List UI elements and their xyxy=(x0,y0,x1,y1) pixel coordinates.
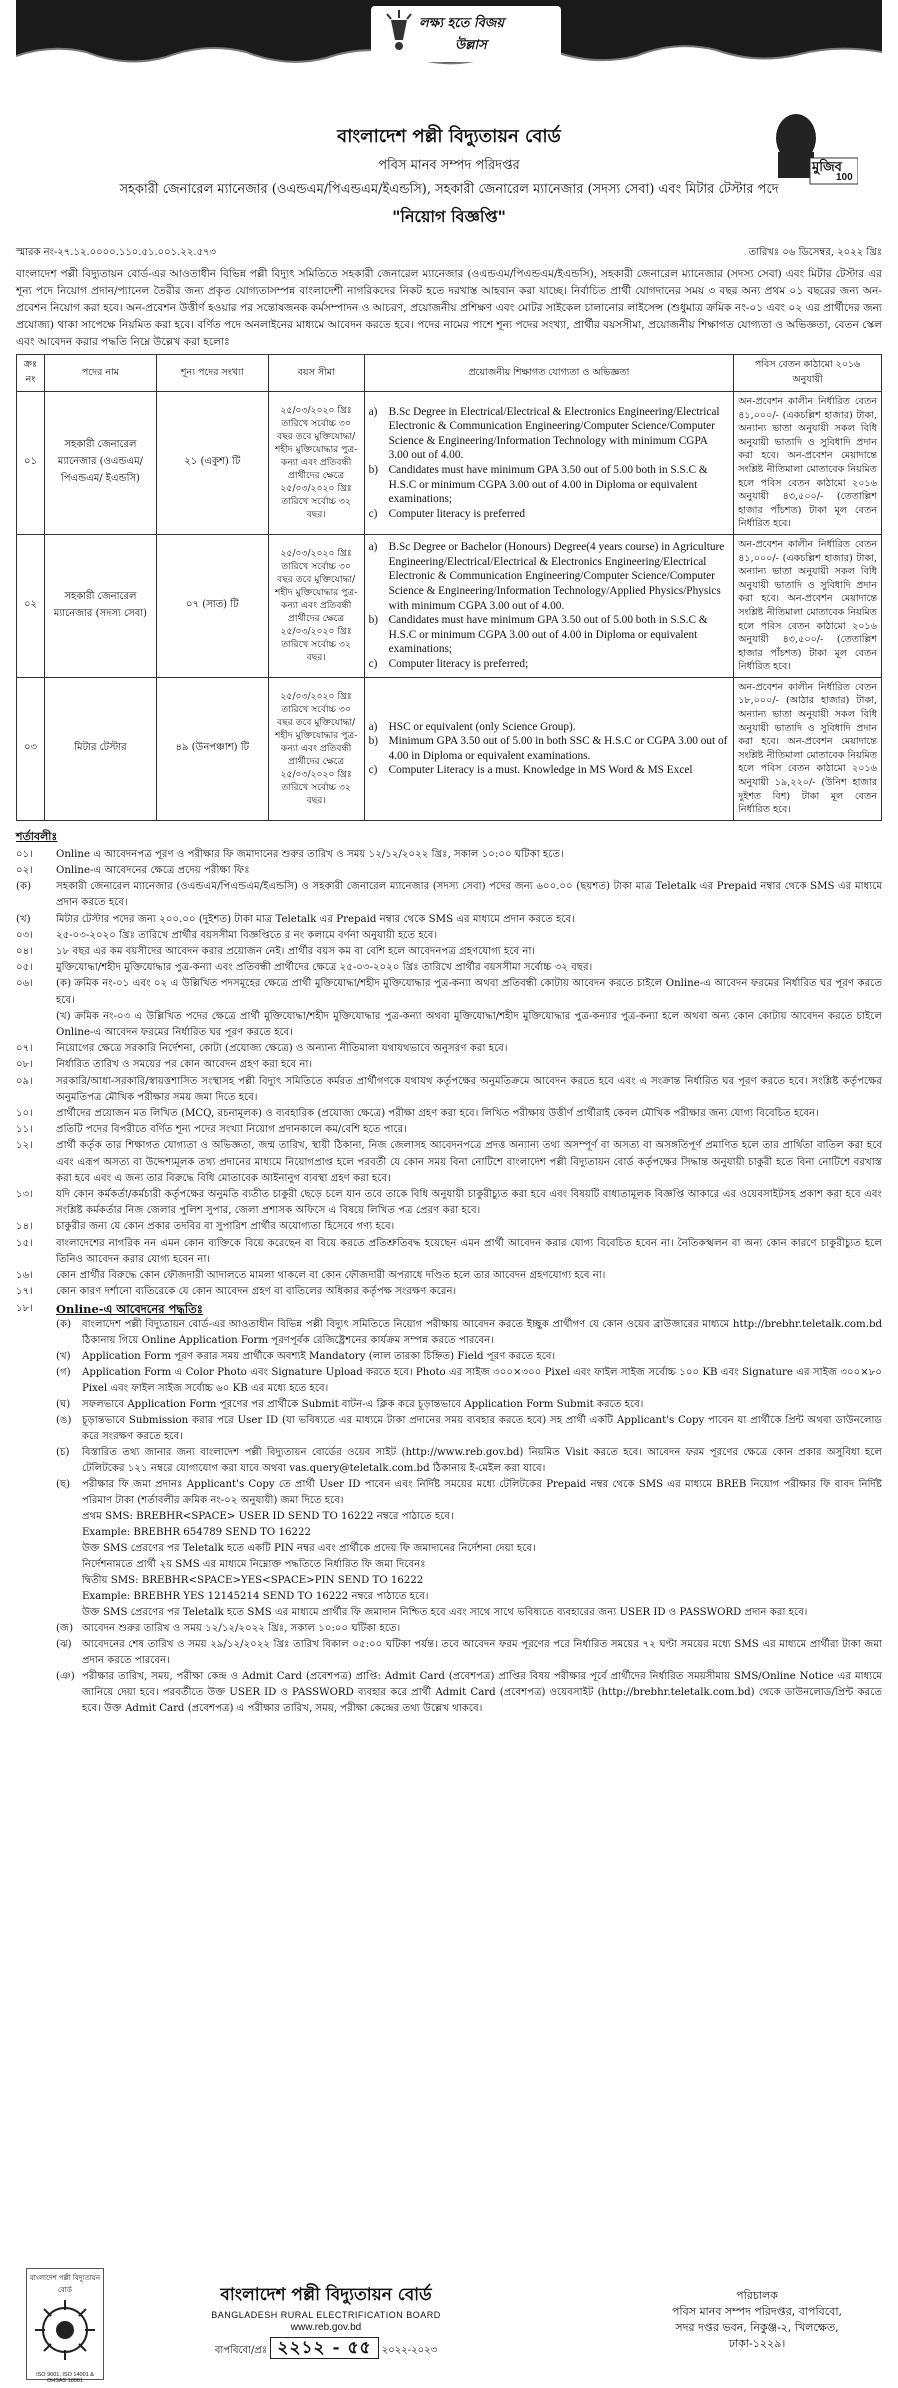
posts-line: সহকারী জেনারেল ম্যানেজার (ওএন্ডএম/পিএন্ডএম/ইএন্ডসি), সহকারী জেনারেল ম্যানেজার (সদস্য সেবা) এবং মিটার টেস্টার পদে xyxy=(119,182,779,197)
online-step-text: Example: BREBHR YES 12145214 SEND TO 16222 নম্বরে পাঠাতে হবে। xyxy=(82,1590,429,1602)
online-step xyxy=(56,1397,882,1413)
condition-item xyxy=(16,1106,882,1122)
online-step-text: সফলভাবে Application Form পূরণের পর প্রার্থীকে Submit বাটন-এ ক্লিক করে চূড়ান্তভাবে Application Form Submit করতে হবে। xyxy=(82,1398,644,1410)
condition-text: ২৫-০৩-২০২০ খ্রিঃ তারিখে প্রার্থীর বয়সসীমা বিজ্ঞপ্তিতে র নং কলামে বর্ণনা অনুযায়ী হতে হবে। xyxy=(56,929,438,941)
online-step-letter: (ক) xyxy=(56,1318,72,1330)
torn-edge-header xyxy=(16,0,882,70)
qualification-letter: b) xyxy=(368,735,379,748)
cell-serial: ০২ xyxy=(17,534,45,677)
online-step-letter: (ঘ) xyxy=(56,1398,71,1410)
pr-year: ২০২২-২০২৩ xyxy=(381,2345,438,2356)
condition-text: মিটার টেস্টার পদের জন্য ২০০.০০ (দুইশত) টাকা মাত্র Teletalk এর Prepaid নম্বার থেকে SMS এর মাধ্যমে প্রদান করতে হবে। xyxy=(56,913,575,925)
qualification-item xyxy=(369,507,730,522)
qualification-letter: a) xyxy=(368,405,378,418)
condition-item xyxy=(16,1187,882,1219)
online-method-number: ১৮। xyxy=(16,1302,33,1314)
org-name: বাংলাদেশ পল্লী বিদ্যুতায়ন বোর্ড xyxy=(337,126,561,147)
condition-text: Online-এ আবেদনের ক্ষেত্রে প্রদেয় পরীক্ষা ফিঃ xyxy=(56,865,250,877)
condition-item xyxy=(16,1041,882,1057)
online-step-text: আবেদনের শেষ তারিখ ও সময় ২৯/১২/২০২২ খ্রিঃ তারিখ বিকাল ০৫:০০ ঘটিকা পর্যন্ত। তবে আবেদন ফরম পূরণের পরে নির্ধারিত সময়ের ৭২ ঘণ্টা সময়ের মধ্যে SMS এর মাধ্যমে প্রার্থীরা টাকা জমা প্রদান করতে পারবেন। xyxy=(82,1638,882,1666)
online-step-text: পরীক্ষার ফি জমা প্রদানঃ Applicant's Copy তে প্রার্থী User ID পাবেন এবং নির্দিষ্ট সময়ের মধ্যে টেলিটকের Prepaid নম্বর থেকে SMS এর মাধ্যমে BREB নিয়োগ পরীক্ষার ফি বাবদ নির্দিষ্ট পরিমাণ টাকা (শর্তাবলীর ক্রমিক নং-০২ অনুযায়ী) জমা দিতে হবে। xyxy=(82,1478,882,1506)
condition-item xyxy=(16,863,882,879)
qualification-letter: c) xyxy=(368,657,378,670)
online-step xyxy=(56,1365,882,1397)
online-step-letter xyxy=(56,1589,82,1605)
online-step-letter: (জ) xyxy=(56,1622,74,1634)
online-step xyxy=(56,1477,882,1509)
qualification-text: Computer Literacy is a must. Knowledge in MS Word & MS Excel xyxy=(388,764,693,777)
online-step-letter xyxy=(56,1605,82,1621)
footer-pr-line xyxy=(166,2335,486,2363)
qualification-item xyxy=(369,763,730,778)
condition-text: ১৮ বছর এর কম বয়সীদের আবেদন করার প্রয়োজন নেই। প্রার্থীর বয়স কম বা বেশি হলে আবেদনপত্র গ্রহণযোগ্য হবে না। xyxy=(56,946,536,958)
qualification-letter: a) xyxy=(368,541,378,554)
online-step xyxy=(56,1669,882,1717)
condition-text: কোন প্রার্থীর বিরুদ্ধে কোন ফৌজদারী আদালতে মামলা থাকলে বা কোন ফৌজদারী অপরাধে দণ্ডিত হলে তার আবেদন গ্রহণযোগ্য হবে না। xyxy=(56,1270,606,1282)
online-step-text: Application Form এ Color Photo এবং Signature Upload করতে হবে। Photo এর সাইজ ৩০০×৩০০ Pixel এবং ফাইল সাইজ সর্বোচ্চ ১০০ KB এবং Signature এর সাইজ ৩০০×৮০ Pixel এবং ফাইল সাইজ সর্বোচ্চ ৬০ KB এর মধ্যে হতে হবে। xyxy=(82,1366,882,1394)
online-step-text: চূড়ান্তভাবে Submission করার পরে User ID (যা ভবিষ্যতে এর মাধ্যমে টাকা প্রদানের সময় ব্যবহার করতে হবে) সহ প্রার্থী একটি Applicant's Copy পাবেন যা প্রার্থীকে প্রিন্ট অথবা ডাউনলোড করে সংরক্ষণ করতে হবে। xyxy=(82,1414,882,1442)
online-step-text: Application Form পূরণ করার সময় প্রার্থীকে অবশ্যই Mandatory (লাল তারকা চিহ্নিত) Field পূরণ করতে হবে। xyxy=(82,1350,556,1362)
table-row xyxy=(17,534,882,677)
online-step xyxy=(56,1573,882,1589)
condition-number: ১৪। xyxy=(16,1221,33,1233)
col-qualification: প্রয়োজনীয় শিক্ষাগত যোগ্যতা ও অভিজ্ঞতা xyxy=(364,355,734,392)
qualification-letter: c) xyxy=(368,507,378,520)
condition-text: সরকারি/আধা-সরকারি/স্বায়ত্তশাসিত সংস্থাসহ পল্লী বিদ্যুৎ সমিতিতে কর্মরত প্রার্থীগণকে যথাযথ কর্তৃপক্ষের অনুমতিক্রমে আবেদন করতে হবে এবং এ সংক্রান্ত নির্ধারিত ঘর পূরণ করতে হবে। সংশ্লিষ্ট কর্তৃপক্ষের অনুমতিপত্র মৌখিক পরীক্ষার সময় জমা দিতে হবে। xyxy=(56,1075,882,1103)
condition-text: প্রার্থী কর্তৃক তার শিক্ষাগত যোগ্যতা ও অভিজ্ঞতা, জন্ম তারিখ, স্থায়ী ঠিকানা, নিজ জেলাসহ আবেদনপত্রে প্রদত্ত অন্যান্য তথ্য অসম্পূর্ণ বা অসত্য বা অসঙ্গতিপূর্ণ প্রমাণিত হলে তার প্রার্থিতা বাতিল করা হবে এবং এরূপ অসত্য বা উদ্দেশ্যমূলক তথ্য প্রদানের মাধ্যমে নিয়োগপ্রাপ্ত হলে পরবর্তী যে কোন সময় বিনা নোটিশে বাংলাদেশ পল্লী বিদ্যুতায়ন বোর্ড কর্তৃপক্ষের সিদ্ধান্ত অনুযায়ী চাকুরী হতে বিনা নোটিশে বরখাস্ত করা হবে এবং এ জন্য তার বিরুদ্ধে বিধি মোতাবেক আইনানুগ ব্যবস্থা গ্রহণ করা হবে। xyxy=(56,1140,882,1184)
reb-emblem-icon xyxy=(27,2296,103,2368)
cell-age: ২৫/০৩/২০২০ খ্রিঃ তারিখে সর্বোচ্চ ৩০ বছর তবে মুক্তিযোদ্ধা/শহীদ মুক্তিযোদ্ধার পুত্র-কন্যা এবং প্রতিবন্ধী প্রার্থীদের ক্ষেত্রে ২৫/০৩/২০২০ খ্রিঃ তারিখে সর্বোচ্চ ৩২ বছর। xyxy=(268,677,364,820)
online-step-letter xyxy=(56,1557,82,1573)
online-step xyxy=(56,1557,882,1573)
condition-text: সহকারী জেনারেল ম্যানেজার (ওএন্ডএম/পিএন্ডএম/ইএন্ডসি) ও সহকারী জেনারেল ম্যানেজার (সদস্য সেবা) পদের জন্য ৬০০.০০ (ছয়শত) টাকা মাত্র Teletalk এর Prepaid নম্বার থেকে SMS এর মাধ্যমে প্রদান করতে হবে। xyxy=(56,881,882,909)
online-step-letter: (ঙ) xyxy=(56,1414,72,1426)
qualification-letter: a) xyxy=(368,720,378,733)
cell-vacancy: ৪৯ (উনপঞ্চাশ) টি xyxy=(156,677,268,820)
online-step-text: বাংলাদেশ পল্লী বিদ্যুতায়ন বোর্ড-এর আওতাধীন বিভিন্ন পল্লী বিদ্যুৎ সমিতিতে নিয়োগ পরীক্ষায় আবেদন করতে ইচ্ছুক প্রার্থীগণ যে কোন ওয়েব ব্রাউজারের মাধ্যমে http://brebhr.teletalk.com.bd ঠিকানায় গিয়ে Online Application Form পূরণপূর্বক রেজিষ্ট্রেশনের কার্যক্রম সম্পন্ন করতে পারবেন। xyxy=(82,1318,882,1346)
online-step-letter: (চ) xyxy=(56,1446,70,1458)
mujib-logo-number: 100 xyxy=(836,172,853,183)
cell-age: ২৫/০৩/২০২০ খ্রিঃ তারিখে সর্বোচ্চ ৩০ বছর তবে মুক্তিযোদ্ধা/শহীদ মুক্তিযোদ্ধার পুত্র-কন্যা এবং প্রতিবন্ধী প্রার্থীদের ক্ষেত্রে ২৫/০৩/২০২০ খ্রিঃ তারিখে সর্বোচ্চ ৩২ বছর। xyxy=(268,534,364,677)
pr-number: ২২১২ - ৫৫ xyxy=(270,2337,378,2359)
condition-number: ১৭। xyxy=(16,1286,33,1298)
condition-text: কোন কারণ দর্শানো ব্যতিরেকে যে কোন আবেদন গ্রহণ বা বাতিলের অধিকার কর্তৃপক্ষ সংরক্ষণ করেন। xyxy=(56,1286,457,1298)
brand-logo xyxy=(371,6,561,62)
online-step xyxy=(56,1525,882,1541)
cell-salary: অন-প্রবেশন কালীন নির্ধারিত বেতন ৪১,০০০/- (একচল্লিশ হাজার) টাকা, অন্যান্য ভাতা অনুযায়ী সকল বিধি অনুযায়ী ভাতাদি ও সুবিধাদি প্রদান করা হবে। অন-প্রবেশন মেয়াদান্তে সংশ্লিষ্ট নীতিমালা মোতাবেক নিয়মিত হলে পবিস বেতন কাঠামো ২০১৬ অনুযায়ী ৪৩,৫০০/- (তেতাল্লিশ হাজার পাঁচশত) টাকা মূল বেতন নির্ধারিত হবে। xyxy=(734,392,882,535)
condition-item xyxy=(16,1122,882,1138)
condition-text: নির্ধারিত তারিখ ও সময়ের পর কোন আবেদন গ্রহণ করা হবে না। xyxy=(56,1059,313,1071)
col-salary: পবিস বেতন কাঠামো ২০১৬ অনুযায়ী xyxy=(734,355,882,392)
condition-number: ১০। xyxy=(16,1108,33,1120)
condition-item xyxy=(16,1057,882,1073)
online-step-letter xyxy=(56,1509,82,1525)
condition-item xyxy=(16,912,882,928)
director-block xyxy=(642,2288,872,2352)
condition-number: ০৪। xyxy=(16,946,33,958)
qualification-text: Computer literacy is preferred; xyxy=(388,657,529,670)
online-step xyxy=(56,1445,882,1477)
online-step-letter: (খ) xyxy=(56,1350,71,1362)
condition-text: বাংলাদেশের নাগরিক নন এমন কোন ব্যক্তিকে বিয়ে করেছেন বা বিয়ে করতে প্রতিশ্রুতিবদ্ধ হয়েছেন এমন প্রার্থী আবেদন করার যোগ্য বিবেচিত হবেন না। নৈতিকস্খলন বা অন্য কোন কারণে চাকুরীচ্যুত হলে তিনিও আবেদন করার যোগ্য হবেন না। xyxy=(56,1237,882,1265)
online-step-text: আবেদন শুরুর তারিখ ও সময় ১২/১২/২০২২ খ্রিঃ, সকাল ১০:০০ ঘটিকা হতে। xyxy=(82,1622,401,1634)
mujib-logo-label: মুজিব xyxy=(812,160,842,175)
iso-text: ISO 9001, ISO 14001 & OHSAS 18001 xyxy=(36,2372,94,2384)
footer-org-bn: বাংলাদেশ পল্লী বিদ্যুতায়ন বোর্ড xyxy=(220,2285,432,2305)
condition-number: ০৭। xyxy=(16,1043,33,1055)
online-step xyxy=(56,1349,882,1365)
footer-logo-caption: বাংলাদেশ পল্লী বিদ্যুতায়ন বোর্ড xyxy=(29,2274,101,2294)
memo-number: স্মারক নং-২৭.১২.০০০০.১১০.৫১.০০১.২২.৫৭৩ xyxy=(16,247,216,258)
mujib-logo xyxy=(766,108,858,190)
condition-text: যদি কোন কর্মকর্তা/কর্মচারী কর্তৃপক্ষের অনুমতি ব্যতীত চাকুরী ছেড়ে চলে যান তবে তাকে বিধি অনুযায়ী চাকুরীচ্যুত করা হবে এবং বিষয়টি বাধ্যতামূলক বিজ্ঞপ্তি আকারে এর ওয়েবসাইটসহ প্রকাশ করা হবে এবং সংশ্লিষ্ট কর্মকর্তার নিজ জেলার পুলিশ সুপার, জেলা প্রশাসক অফিসে এ বিষয়ে লিখিত পত্র প্রেরণ করা হবে। xyxy=(56,1189,882,1217)
online-step-letter xyxy=(56,1541,82,1557)
online-step-text: প্রথম SMS: BREBHR<SPACE> USER ID SEND TO 16222 নম্বরে পাঠাতে হবে। xyxy=(82,1510,454,1522)
col-post: পদের নাম xyxy=(44,355,156,392)
cell-age: ২৫/০৩/২০২০ খ্রিঃ তারিখে সর্বোচ্চ ৩০ বছর তবে মুক্তিযোদ্ধা/শহীদ মুক্তিযোদ্ধার পুত্র-কন্যা এবং প্রতিবন্ধী প্রার্থীদের ক্ষেত্রে ২৫/০৩/২০২০ খ্রিঃ তারিখে সর্বোচ্চ ৩২ বছর। xyxy=(268,392,364,535)
notice-header xyxy=(16,122,882,231)
director-title: পরিচালক xyxy=(736,2289,778,2302)
conditions-title: শর্তাবলীঃ xyxy=(16,829,58,843)
condition-number: ১২। xyxy=(16,1140,33,1152)
col-vacancy: শূন্য পদের সংখ্যা xyxy=(156,355,268,392)
brand-logo-subtext: উল্লাস xyxy=(455,38,487,53)
condition-number: ০৮। xyxy=(16,1059,33,1071)
online-step xyxy=(56,1317,882,1349)
condition-item xyxy=(16,1268,882,1284)
condition-item xyxy=(16,1236,882,1268)
table-header-row xyxy=(17,355,882,392)
condition-text: চাকুরীর জন্য যে কোন প্রকার তদবির বা সুপারিশ প্রার্থীর অযোগ্যতা হিসেবে গণ্য হবে। xyxy=(56,1221,395,1233)
footer-org-en: BANGLADESH RURAL ELECTRIFICATION BOARD xyxy=(211,2310,441,2320)
conditions-list xyxy=(16,847,882,1301)
condition-item xyxy=(16,1284,882,1300)
notice-footer xyxy=(16,2268,882,2384)
online-step xyxy=(56,1637,882,1669)
online-step-text: বিস্তারিত তথ্য জানার জন্য বাংলাদেশ পল্লী বিদ্যুতায়ন বোর্ডের ওয়েব সাইট (http://www.reb.gov.bd) নিয়মিত Visit করতে হবে। আবেদন ফরম পূরণের ক্ষেত্রে কোন প্রকার অসুবিধা হলে টেলিটকের ১২১ নম্বরে যোগাযোগ করা যাবে অথবা vas.query@teletalk.com.bd ঠিকানায় ই-মেইল করা যাবে। xyxy=(82,1446,882,1474)
qualification-item xyxy=(369,405,730,463)
qualification-letter: b) xyxy=(368,463,379,476)
intro-paragraph: বাংলাদেশ পল্লী বিদ্যুতায়ন বোর্ড-এর আওতাধীন বিভিন্ন পল্লী বিদ্যুৎ সমিতিতে সহকারী জেনারেল ম্যানেজার (ওএন্ডএম/পিএন্ডএম/ইএন্ডসি), সহকারী জেনারেল ম্যানেজার (সদস্য সেবা) এবং মিটার টেস্টার এর শূন্য পদে নিয়োগ প্রদান/প্যানেল তৈরীর জন্য প্রকৃত যোগ্যতাসম্পন্ন বাংলাদেশী নাগরিকদের নিকট হতে দরখাস্ত আহবান করা যাচ্ছে। নির্বাচিত প্রার্থী যোগদানের সময় ৩ বছর অন্য প্রথম ০১ বছরের জন্য অন-প্রবেশন নিয়োগ করা হবে। অন-প্রবেশন উত্তীর্ণ হওয়ার পর সন্তোষজনক কর্মসম্পাদন ও আচরণ, প্রয়োজনীয় প্রশিক্ষণ এবং মোটর সাইকেল চালানোর লাইসেন্স (শুধুমাত্র ক্রমিক নং-০১ এবং ০২ এর প্রার্থীদের জন্য প্রযোজ্য) থাকা সাপেক্ষে নিয়মিত করা হবে। বর্ণিত পদে অনলাইনের মাধ্যমে আবেদন করতে হবে। পদের নামের পাশে শূন্য পদের সংখ্যা, প্রার্থীর বয়সসীমা, প্রয়োজনীয় শিক্ষাগত যোগ্যতা ও অভিজ্ঞতা, বেতন স্কেল এবং আবেদন করার পদ্ধতি নিম্নে উল্লেখ করা হলোঃ xyxy=(16,268,882,348)
condition-number: ১৬। xyxy=(16,1270,33,1282)
condition-text: নিয়োগের ক্ষেত্রে সরকারি নির্দেশনা, কোটা (প্রযোজ্য ক্ষেত্রে) ও অন্যান্য নীতিমালা যথাযথভাবে অনুসরণ করা হবে। xyxy=(56,1043,508,1055)
qualification-item xyxy=(369,657,730,672)
condition-text: (ক) ক্রমিক নং-০১ এবং ০২ এ উল্লিখিত পদসমূহের ক্ষেত্রে প্রার্থী মুক্তিযোদ্ধা/শহীদ মুক্তিযোদ্ধার পুত্র-কন্যা অথবা প্রতিবন্ধী কোটায় আবেদন করতে চাইলে Online-এ আবেদন ফরমের নির্ধারিত ঘর পূরণ করতে হবে। xyxy=(56,978,882,1006)
online-step xyxy=(56,1621,882,1637)
online-step-letter: (ছ) xyxy=(56,1478,71,1490)
qualification-text: Candidates must have minimum GPA 3.50 out of 5.00 both in S.S.C & H.S.C or minimum CGPA 3.00 out of 4.00 in Diploma or equivalent examinations; xyxy=(388,614,708,656)
vacancy-table xyxy=(16,354,882,821)
online-steps-list xyxy=(16,1317,882,1717)
condition-item xyxy=(16,928,882,944)
footer-logo xyxy=(26,2268,104,2384)
pr-prefix: বাপবিবো/প্রঃ xyxy=(214,2345,268,2356)
cell-post: সহকারী জেনারেল ম্যানেজার (ওএন্ডএম/ পিএন্ডএম/ ইএন্ডসি) xyxy=(44,392,156,535)
qualification-text: B.Sc Degree or Bachelor (Honours) Degree(4 years course) in Agriculture Engineering/Electrical/Electrical & Electronics Engineering/Electrical Electronic & Communication Engineering/Computer Science/Computer Science & Engineering/Information Technology/Applied Physics/Physics with minimum CGPA 3.00 out of 4.00. xyxy=(388,541,725,612)
qualification-text: Minimum GPA 3.50 out of 5.00 in both SSC & H.S.C or CGPA 3.00 out of 4.00 in Diploma or equivalent examinations. xyxy=(388,735,728,762)
online-method-heading xyxy=(16,1301,882,1317)
online-step-text: উক্ত SMS প্রেরণের পর Teletalk হতে SMS এর মাধ্যমে প্রার্থীর ফি জমাদান নিশ্চিত হবে এবং সাথে সাথে ভবিষ্যতে ব্যবহারের জন্য USER ID ও PASSWORD প্রদান করা হবে। xyxy=(82,1606,808,1618)
qualification-text: Candidates must have minimum GPA 3.50 out of 5.00 both in S.S.C & H.S.C or minimum CGPA 3.00 out of 4.00 in Diploma or equivalent examinations; xyxy=(388,463,708,506)
online-step-letter xyxy=(56,1525,82,1541)
memo-line xyxy=(16,245,882,262)
condition-text: (খ) ক্রমিক নং-০৩ এ উল্লিখিত পদের ক্ষেত্রে প্রার্থী মুক্তিযোদ্ধা/শহীদ মুক্তিযোদ্ধার পুত্র-কন্যা অথবা মুক্তিযোদ্ধা/শহীদ মুক্তিযোদ্ধার পুত্র-কন্যার পুত্র-কন্যা হলে অথবা অন্য কোন কোটায় আবেদন করতে চাইলে Online-এ আবেদন ফরমের নির্ধারিত ঘর পূরণ করতে হবে। xyxy=(56,1010,882,1039)
online-step xyxy=(56,1541,882,1557)
online-method-title: Online-এ আবেদনের পদ্ধতিঃ xyxy=(56,1301,203,1316)
online-step-text: দ্বিতীয় SMS: BREBHR<SPACE>YES<SPACE>PIN SEND TO 16222 xyxy=(82,1574,424,1586)
footer-website-link[interactable]: www.reb.gov.bd xyxy=(290,2322,362,2333)
brand-logo-text: লক্ষ্য হতে বিজয় xyxy=(419,16,505,31)
condition-number xyxy=(16,1009,56,1041)
condition-item xyxy=(16,960,882,976)
condition-item xyxy=(16,1009,882,1041)
cell-salary: অন-প্রবেশন কালীন নির্ধারিত বেতন ৪১,০০০/- (একচল্লিশ হাজার) টাকা, অন্যান্য ভাতা অনুযায়ী সকল বিধি অনুযায়ী ভাতাদি ও সুবিধাদি প্রদান করা হবে। অন-প্রবেশন মেয়াদান্তে সংশ্লিষ্ট নীতিমালা মোতাবেক নিয়মিত হলে পবিস বেতন কাঠামো ২০১৬ অনুযায়ী ৪৩,৫০০/- (তেতাল্লিশ হাজার পাঁচশত) টাকা মূল বেতন নির্ধারিত হবে। xyxy=(734,534,882,677)
table-row xyxy=(17,392,882,535)
cell-serial: ০৩ xyxy=(17,677,45,820)
condition-number: ০৩। xyxy=(16,929,33,941)
condition-number: ১৩। xyxy=(16,1189,33,1201)
condition-text: প্রার্থীদের প্রয়োজন মত লিখিত (MCQ, রচনামূলক) ও ব্যবহারিক (প্রযোজ্য ক্ষেত্রে) পরীক্ষা গ্রহণ করা হবে। লিখিত পরীক্ষায় উত্তীর্ণ প্রার্থীরাই কেবল মৌখিক পরীক্ষার জন্য যোগ্য বিবেচিত হবেন। xyxy=(56,1108,819,1120)
condition-item xyxy=(16,944,882,960)
condition-number: (ক) xyxy=(16,881,32,893)
department-name: পবিস মানব সম্পদ পরিদপ্তর xyxy=(378,158,520,173)
condition-item xyxy=(16,1138,882,1187)
online-step-letter: (ঞ) xyxy=(56,1670,75,1682)
footer-org-block xyxy=(166,2282,486,2363)
condition-item xyxy=(16,879,882,911)
cell-qualification xyxy=(364,677,734,820)
cell-serial: ০১ xyxy=(17,392,45,535)
condition-number: ১৫। xyxy=(16,1237,33,1249)
online-step xyxy=(56,1413,882,1445)
qualification-text: Computer literacy is preferred xyxy=(388,507,526,520)
condition-item xyxy=(16,847,882,863)
qualification-text: B.Sc Degree in Electrical/Electrical & Electronics Engineering/Electrical Electronic & Communication Engineering/Computer Science/Computer Science & Engineering/Information Technology with minimum CGPA 3.00 out of 4.00. xyxy=(388,405,720,462)
qualification-item xyxy=(369,720,730,735)
cell-vacancy: ০৭ (সাত) টি xyxy=(156,534,268,677)
condition-number: ০৯। xyxy=(16,1075,33,1087)
director-dept: পবিস মানব সম্পদ পরিদপ্তর, বাপবিবো, xyxy=(671,2305,843,2318)
director-city: ঢাকা-১২২৯। xyxy=(728,2337,786,2350)
qualification-item xyxy=(369,613,730,657)
online-step-text: Example: BREBHR 654789 SEND TO 16222 xyxy=(82,1526,311,1538)
cell-vacancy: ২১ (একুশ) টি xyxy=(156,392,268,535)
qualification-item xyxy=(369,463,730,507)
online-step-text: উক্ত SMS প্রেরণের পর Teletalk হতে একটি PIN নম্বর এবং প্রার্থীকে প্রদেয় ফি জমাদানের নির্দেশনা দেয়া হবে। xyxy=(82,1542,536,1554)
cell-post: সহকারী জেনারেল ম্যানেজার (সদস্য সেবা) xyxy=(44,534,156,677)
col-serial: ক্রঃ নং xyxy=(17,355,45,392)
online-step xyxy=(56,1605,882,1621)
condition-number: ০২। xyxy=(16,865,33,877)
online-step-text: পরীক্ষার তারিখ, সময়, পরীক্ষা কেন্দ্র ও Admit Card (প্রবেশপত্র) প্রাপ্তি: Admit Card (প্রবেশপত্র) প্রাপ্তির বিষয় পরীক্ষার পূর্বে প্রার্থীদের নির্ধারিত সময়সীমায় SMS/Online Notice এর মাধ্যমে জানিয়ে দেয়া হবে। পরবর্তীতে উক্ত USER ID ও PASSWORD ব্যবহার করে প্রার্থী Admit Card (প্রবেশপত্র) ওয়েবসাইট (http://brebhr.teletalk.com.bd) থেকে ডাউনলোড/প্রিন্ট করতে হবে। উক্ত Admit Card (প্রবেশপত্র) এ পরীক্ষার তারিখ, সময়, পরীক্ষা কেন্দ্রের তথ্য উল্লেখ থাকবে। xyxy=(82,1670,882,1714)
cell-post: মিটার টেস্টার xyxy=(44,677,156,820)
condition-item xyxy=(16,1074,882,1106)
qualification-letter: c) xyxy=(368,764,378,777)
condition-text: Online এ আবেদনপত্র পূরণ ও পরীক্ষার ফি জমাদানের শুরুর তারিখ ও সময় ১২/১২/২০২২ খ্রিঃ, সকাল ১০:০০ ঘটিকা হতে। xyxy=(56,848,564,860)
online-step-letter: (গ) xyxy=(56,1366,71,1378)
online-step-text: নির্দেশনামতে প্রার্থী ২য় SMS এর মাধ্যমে নিম্নোক্ত পদ্ধতিতে নির্ধারিত ফি জমা দিবেনঃ xyxy=(82,1558,426,1570)
condition-item xyxy=(16,1219,882,1235)
online-step-letter: (ঝ) xyxy=(56,1638,72,1650)
condition-number: ১১। xyxy=(16,1124,33,1136)
notice-date: তারিখঃ ০৬ ডিসেম্বর, ২০২২ খ্রিঃ xyxy=(748,247,882,258)
condition-text: মুক্তিযোদ্ধা/শহীদ মুক্তিযোদ্ধার পুত্র-কন্যা এবং প্রতিবন্ধী প্রার্থীদের ক্ষেত্রে ২৫-০৩-২০২০ খ্রিঃ তারিখে প্রার্থীর বয়সসীমা সর্বোচ্চ ৩২ বছর। xyxy=(56,962,593,974)
online-step xyxy=(56,1589,882,1605)
online-step-letter xyxy=(56,1573,82,1589)
qualification-text: HSC or equivalent (only Science Group). xyxy=(388,720,576,733)
condition-number: ০৫। xyxy=(16,962,33,974)
condition-text: প্রতিটি পদের বিপরীতে বর্ণিত শূন্য পদের সংখ্যা নিয়োগ প্রদানকালে কম/বেশি হতে পারে। xyxy=(56,1124,407,1136)
cell-salary: অন-প্রবেশন কালীন নির্ধারিত বেতন ১৮,০০০/- (আঠার হাজার) টাকা, অন্যান্য ভাতা অনুযায়ী সকল বিধি অনুযায়ী ভাতাদি ও সুবিধাদি প্রদান করা হবে। অন-প্রবেশন মেয়াদান্তে সংশ্লিষ্ট নীতিমালা মোতাবেক নিয়মিত হলে পবিস বেতন কাঠামো ২০১৬ অনুযায়ী ১৯,২২০/- (উনিশ হাজার দুইশত বিশ) টাকা মূল বেতন নির্ধারিত হবে। xyxy=(734,677,882,820)
cell-qualification xyxy=(364,534,734,677)
condition-number: ০৬। xyxy=(16,978,33,990)
qualification-letter: b) xyxy=(368,614,379,627)
condition-number: (খ) xyxy=(16,913,31,925)
table-row xyxy=(17,677,882,820)
condition-item xyxy=(16,976,882,1008)
col-age: বয়স সীমা xyxy=(268,355,364,392)
online-step xyxy=(56,1509,882,1525)
condition-number: ০১। xyxy=(16,848,33,860)
qualification-item xyxy=(369,540,730,613)
director-address: সদর দপ্তর ভবন, নিকুঞ্জ-২, খিলক্ষেত, xyxy=(675,2321,839,2334)
notice-title: "নিয়োগ বিজ্ঞপ্তি" xyxy=(392,207,506,226)
qualification-item xyxy=(369,734,730,763)
cell-qualification xyxy=(364,392,734,535)
